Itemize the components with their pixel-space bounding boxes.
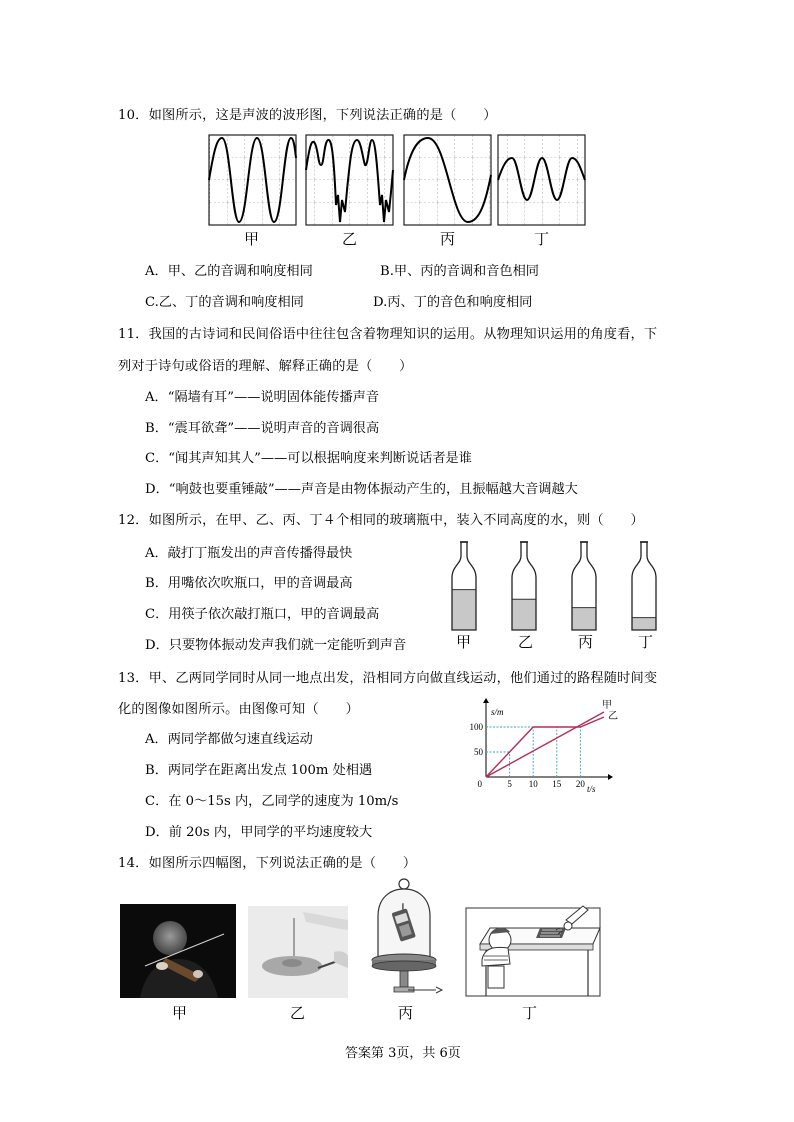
q14-label-ding: 丁 — [522, 1004, 538, 1022]
q12-option-a: A．敲打丁瓶发出的声音传播得最快 — [145, 546, 353, 561]
q11-stem-line1: 11．我国的古诗词和民间俗语中往往包含着物理知识的运用。从物理知识运用的角度看，下 — [118, 327, 658, 342]
q12-label-bing: 丙 — [578, 633, 594, 651]
q11-option-c: C．“闻其声知其人”——可以根据响度来判断说话者是谁 — [145, 451, 472, 466]
q10-label-bing: 丙 — [440, 230, 456, 248]
q10-label-jia: 甲 — [244, 230, 260, 248]
q11-stem-line2: 列对于诗句或俗语的理解、解释正确的是（ ） — [118, 359, 413, 374]
bottle-water — [572, 608, 596, 630]
chart-x-axis-label: t/s — [587, 784, 596, 794]
q13-option-c: C．在 0～15s 内，乙同学的速度为 10m/s — [145, 794, 399, 809]
bottle-water — [452, 590, 476, 630]
q10-option-b: B.甲、丙的音调和音色相同 — [380, 264, 539, 279]
q10-option-c: C.乙、丁的音调和响度相同 — [145, 295, 304, 310]
chart-series-label-1: 甲 — [602, 700, 612, 711]
q12-option-b: B．用嘴依次吹瓶口，甲的音调最高 — [145, 576, 353, 591]
q14-stem: 14．如图所示四幅图，下列说法正确的是（ ） — [118, 856, 417, 871]
q14-figure-desk-listening — [458, 900, 608, 1000]
waveform-panel-ding — [498, 135, 585, 225]
q14-photo-violinist — [120, 904, 236, 998]
q14-photo-cymbal — [248, 906, 348, 998]
chart-series-label-2: 乙 — [608, 711, 618, 722]
q11-option-d: D．“响鼓也要重锤敲”——声音是由物体振动产生的，且振幅越大音调越大 — [145, 482, 578, 497]
q12-option-c: C．用筷子依次敲打瓶口，甲的音调最高 — [145, 607, 380, 622]
bottle-water — [512, 599, 536, 630]
q13-option-d: D．前 20s 内，甲同学的平均速度较大 — [145, 825, 373, 840]
chart-x-tick-label: 20 — [575, 779, 585, 789]
q10-waveforms — [0, 0, 794, 300]
chart-x-tick-label: 10 — [528, 779, 538, 789]
q13-option-a: A．两同学都做匀速直线运动 — [145, 732, 313, 747]
bottle-outline — [632, 542, 656, 630]
chart-x-tick-label: 15 — [552, 779, 562, 789]
q10-stem: 10．如图所示，这是声波的波形图，下列说法正确的是（ ） — [118, 108, 497, 123]
bottle-4 — [632, 542, 656, 630]
q10-label-ding: 丁 — [534, 230, 550, 248]
chart-y-axis-arrow — [483, 698, 489, 703]
q11-option-b: B．“震耳欲聋”——说明声音的音调很高 — [145, 421, 380, 436]
q12-label-yi: 乙 — [518, 633, 534, 651]
chart-x-tick-label: 0 — [477, 779, 482, 789]
q13-distance-time-chart — [470, 700, 620, 795]
q13-stem-line1: 13．甲、乙两同学同时从同一地点出发，沿相同方向做直线运动，他们通过的路程随时间变 — [118, 671, 658, 686]
q12-label-jia: 甲 — [456, 633, 472, 651]
q11-option-a: A．“隔墙有耳”——说明固体能传播声音 — [145, 390, 380, 405]
chart-y-tick-label: 50 — [474, 747, 483, 757]
bottle-1 — [452, 542, 476, 630]
chart-y-axis-label: s/m — [491, 707, 504, 717]
q12-label-ding: 丁 — [638, 633, 654, 651]
bottle-water — [632, 618, 656, 630]
chart-y-tick-label: 100 — [469, 722, 483, 732]
q10-option-a: A．甲、乙的音调和响度相同 — [145, 264, 313, 279]
chart-x-axis-arrow — [608, 774, 613, 780]
q13-stem-line2: 化的图像如图所示。由图像可知（ ） — [118, 702, 359, 717]
q14-label-yi: 乙 — [290, 1004, 306, 1022]
q12-stem: 12．如图所示，在甲、乙、丙、丁４个相同的玻璃瓶中，装入不同高度的水，则（ ） — [118, 513, 644, 528]
bottle-3 — [572, 542, 596, 630]
waveform-panel-yi — [306, 135, 393, 225]
q14-label-bing: 丙 — [398, 1004, 414, 1022]
q14-label-jia: 甲 — [172, 1004, 188, 1022]
q12-bottles-figure — [440, 538, 670, 638]
q10-label-yi: 乙 — [342, 230, 358, 248]
waveform-panel-jia — [209, 135, 296, 225]
q10-option-d: D.丙、丁的音色和响度相同 — [373, 295, 533, 310]
q13-option-b: B．两同学在距离出发点 100m 处相遇 — [145, 763, 373, 778]
chart-x-tick-label: 5 — [507, 779, 512, 789]
waveform-panel-bing — [404, 135, 491, 225]
page-footer: 答案第 3页，共 6页 — [345, 1046, 461, 1061]
book-icon — [536, 928, 566, 938]
bottle-2 — [512, 542, 536, 630]
q12-option-d: D．只要物体振动发声我们就一定能听到声音 — [145, 638, 407, 653]
q14-figure-bell-jar-phone — [366, 876, 456, 1002]
chart-series-line-1 — [486, 712, 604, 777]
